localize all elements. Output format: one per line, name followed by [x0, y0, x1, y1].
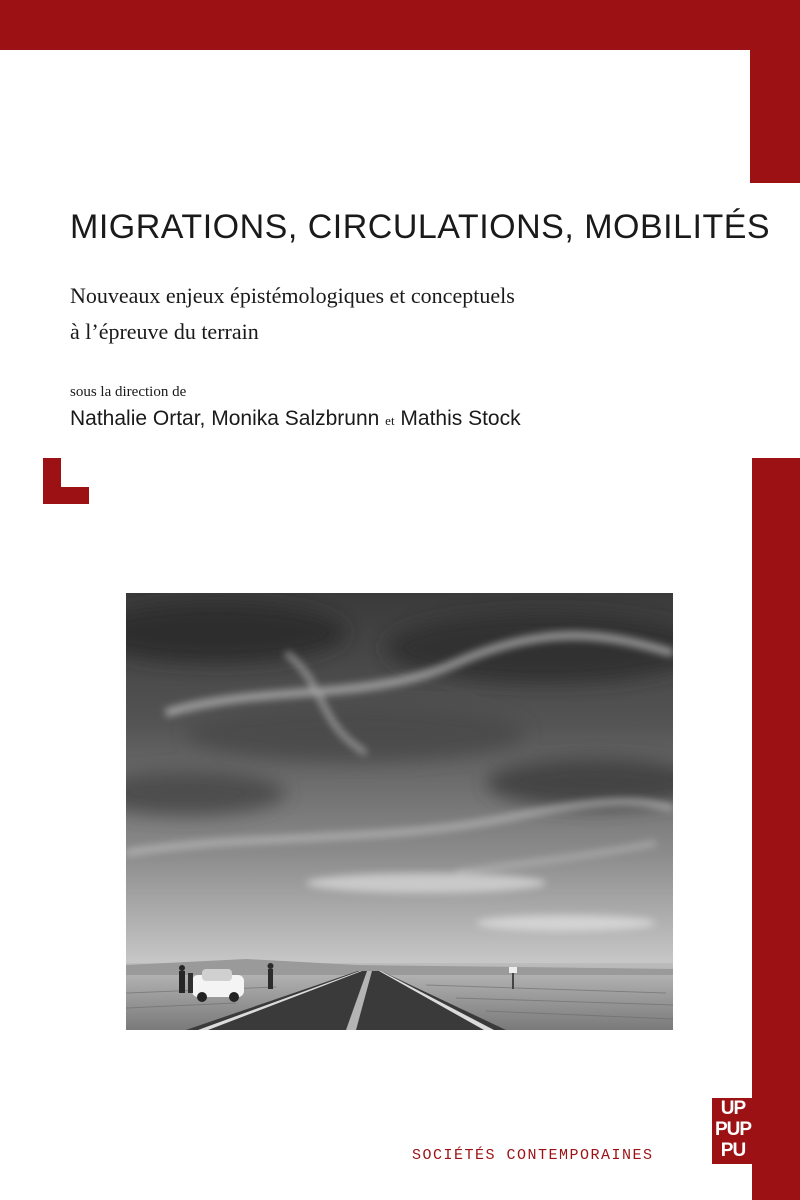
- editors-names-2: Mathis Stock: [400, 407, 521, 430]
- corner-mark-horizontal: [43, 487, 89, 504]
- book-subtitle: [70, 278, 710, 350]
- logo-line-3: PU: [720, 1140, 746, 1161]
- top-right-red-block: [750, 0, 800, 183]
- publisher-logo: [712, 1098, 754, 1164]
- subtitle-line-2: à l’épreuve du terrain: [70, 319, 259, 344]
- series-name: SOCIÉTÉS CONTEMPORAINES: [412, 1147, 654, 1164]
- cover-photo: [126, 593, 673, 1030]
- subtitle-line-1: Nouveaux enjeux épistémologiques et conceptuels: [70, 283, 515, 308]
- right-red-band: [752, 458, 800, 1200]
- logo-line-1: UP: [720, 1098, 746, 1119]
- top-red-band: [0, 0, 800, 50]
- book-title: MIGRATIONS, CIRCULATIONS, MOBILITÉS: [70, 208, 771, 246]
- logo-line-2: PUP: [714, 1119, 752, 1140]
- direction-label: sous la direction de: [70, 384, 187, 400]
- editors-names-1: Nathalie Ortar, Monika Salzbrunn: [70, 407, 380, 430]
- editors-conjunction: et: [385, 413, 395, 428]
- editors: [70, 407, 521, 431]
